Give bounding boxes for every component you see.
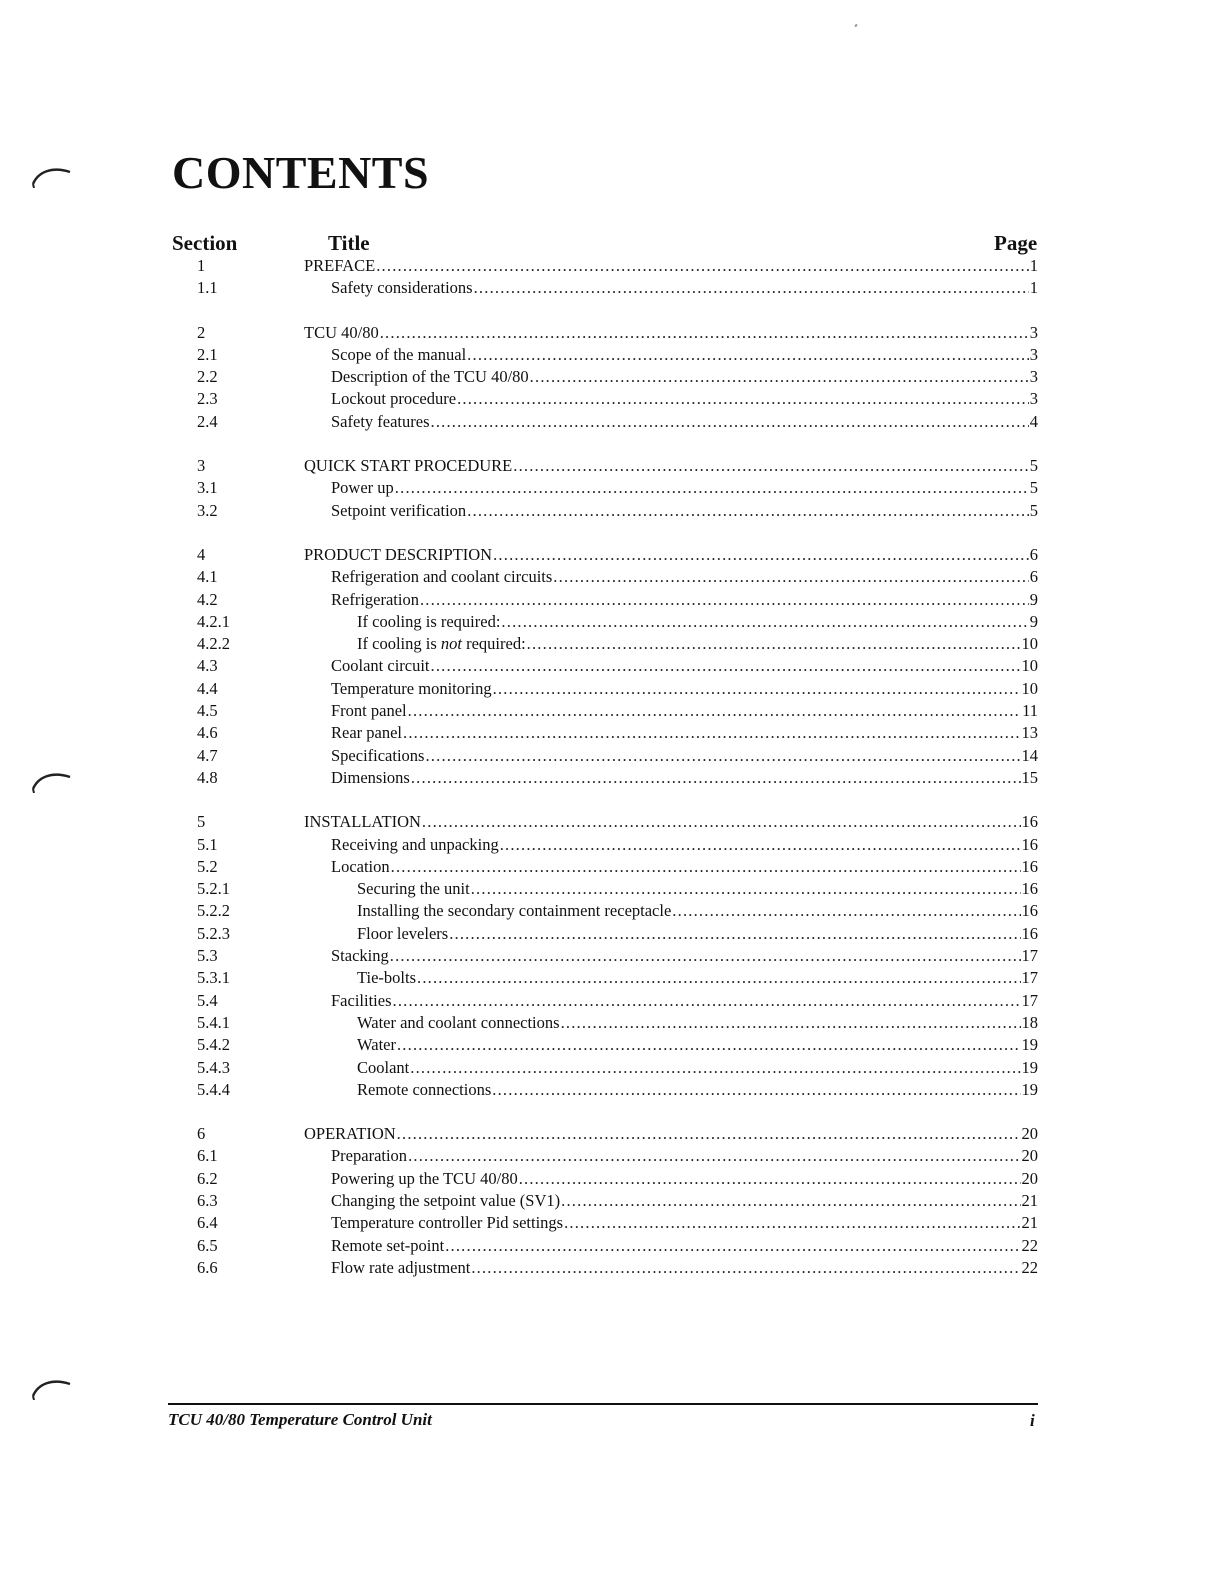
toc-dot-leader	[564, 1212, 1020, 1234]
toc-section-number: 2	[197, 322, 206, 342]
toc-title: PREFACE	[304, 256, 376, 275]
toc-entry[interactable]	[0, 633, 1221, 655]
toc-entry-line	[357, 1034, 1038, 1056]
toc-title: QUICK START PROCEDURE	[304, 456, 513, 476]
toc-entry-line	[304, 811, 1038, 833]
toc-dot-leader	[471, 1257, 1020, 1279]
toc-section-number: 3.2	[197, 500, 218, 520]
toc-title: Rear panel	[331, 723, 403, 743]
toc-page-number: 19	[1021, 1079, 1038, 1099]
toc-section-number: 2.4	[197, 411, 218, 431]
toc-entry[interactable]	[0, 388, 1221, 410]
toc-page-number: 10	[1021, 678, 1038, 698]
toc-title: Refrigeration and coolant circuits	[331, 567, 553, 587]
toc-dot-leader	[408, 700, 1021, 722]
toc-dot-leader	[493, 544, 1029, 566]
toc-entry[interactable]	[0, 411, 1221, 433]
toc-entry[interactable]	[0, 366, 1221, 388]
toc-section-number: 4.2.2	[197, 634, 230, 654]
toc-section-number: 4	[197, 544, 206, 564]
toc-title: OPERATION	[304, 1124, 396, 1144]
toc-entry[interactable]	[0, 1190, 1221, 1212]
toc-section-number: 1	[197, 256, 206, 275]
toc-section-number: 5.2.2	[197, 901, 230, 921]
column-header-page: Page	[994, 231, 1038, 255]
toc-section-number: 3.1	[197, 478, 218, 498]
toc-section-number: 5.4.3	[197, 1057, 230, 1077]
toc-dot-leader	[410, 1057, 1020, 1079]
toc-page-number: 6	[1029, 567, 1038, 587]
toc-entry[interactable]	[0, 990, 1221, 1012]
toc-title: Remote connections	[357, 1079, 492, 1099]
toc-dot-leader	[492, 1079, 1020, 1101]
toc-section-number: 5.2	[197, 856, 218, 876]
toc-dot-leader	[530, 366, 1029, 388]
toc-page-number: 17	[1021, 990, 1038, 1010]
toc-title: If cooling is not required:	[357, 634, 526, 654]
toc-section-number: 3	[197, 456, 206, 476]
toc-entry[interactable]	[0, 611, 1221, 633]
toc-page-number: 6	[1029, 544, 1038, 564]
toc-section-number: 5.4.4	[197, 1079, 230, 1099]
toc-dot-leader	[500, 834, 1021, 856]
toc-title: Power up	[331, 478, 394, 498]
toc-section-number: 5.3.1	[197, 968, 230, 988]
toc-title: Stacking	[331, 946, 389, 966]
toc-dot-leader	[561, 1190, 1020, 1212]
toc-entry[interactable]	[0, 811, 1221, 833]
toc-dot-leader	[376, 255, 1029, 277]
toc-dot-leader	[397, 1123, 1021, 1145]
toc-entry-line	[304, 544, 1038, 566]
toc-dot-leader	[467, 344, 1029, 366]
toc-page-number: 3	[1029, 322, 1038, 342]
toc-dot-leader	[493, 678, 1021, 700]
toc-page-number: 1	[1029, 278, 1038, 298]
toc-entry[interactable]	[0, 722, 1221, 744]
toc-page-number: 21	[1021, 1190, 1038, 1210]
toc-page-number: 16	[1021, 901, 1038, 921]
toc-section-number: 4.4	[197, 678, 218, 698]
toc-page-number: 13	[1021, 723, 1038, 743]
punch-hole-mark-bottom	[30, 1376, 74, 1400]
toc-entry[interactable]	[0, 1235, 1221, 1257]
toc-entry[interactable]	[0, 322, 1221, 344]
toc-entry-line	[357, 611, 1038, 633]
toc-entry[interactable]	[0, 834, 1221, 856]
toc-entry-line	[304, 455, 1038, 477]
toc-title: PRODUCT DESCRIPTION	[304, 544, 493, 564]
toc-section-number: 5.4.1	[197, 1012, 230, 1032]
toc-entry-line	[331, 1235, 1038, 1257]
toc-entry-line	[331, 1212, 1038, 1234]
toc-entry[interactable]	[0, 923, 1221, 945]
toc-page-number: 5	[1029, 478, 1038, 498]
toc-entry[interactable]	[0, 277, 1221, 299]
toc-section-number: 6.4	[197, 1213, 218, 1233]
toc-dot-leader	[397, 1034, 1021, 1056]
toc-entry[interactable]	[0, 945, 1221, 967]
toc-page-number: 19	[1021, 1057, 1038, 1077]
toc-page-number: 16	[1021, 834, 1038, 854]
toc-title: Coolant	[357, 1057, 410, 1077]
page-title: CONTENTS	[172, 147, 430, 198]
toc-entry-line	[304, 255, 1038, 277]
toc-title: Securing the unit	[357, 879, 470, 899]
toc-entry[interactable]	[0, 455, 1221, 477]
toc-section-number: 5	[197, 812, 206, 832]
toc-title: Lockout procedure	[331, 389, 457, 409]
toc-dot-leader	[431, 411, 1029, 433]
toc-entry[interactable]	[0, 1012, 1221, 1034]
toc-dot-leader	[474, 277, 1029, 299]
toc-entry[interactable]	[0, 678, 1221, 700]
toc-page-number: 9	[1029, 589, 1038, 609]
toc-entry[interactable]	[0, 1168, 1221, 1190]
toc-title: If cooling is required:	[357, 611, 501, 631]
toc-entry[interactable]	[0, 566, 1221, 588]
toc-section-number: 1.1	[197, 278, 218, 298]
toc-entry[interactable]	[0, 900, 1221, 922]
toc-dot-leader	[467, 500, 1029, 522]
toc-entry[interactable]	[0, 1079, 1221, 1101]
footer-page-number: i	[1030, 1411, 1035, 1430]
toc-page-number: 3	[1029, 344, 1038, 364]
toc-entry[interactable]	[0, 856, 1221, 878]
toc-title: Powering up the TCU 40/80	[331, 1168, 518, 1188]
toc-entry[interactable]	[0, 745, 1221, 767]
toc-entry-line	[331, 277, 1038, 299]
toc-page-number: 21	[1021, 1213, 1038, 1233]
toc-entry[interactable]	[0, 967, 1221, 989]
toc-section-number: 5.3	[197, 946, 218, 966]
toc-dot-leader	[425, 745, 1020, 767]
toc-section-number: 6.3	[197, 1190, 218, 1210]
toc-page-number: 3	[1029, 389, 1038, 409]
toc-section-number: 5.4	[197, 990, 218, 1010]
toc-section-number: 5.1	[197, 834, 218, 854]
toc-entry-line	[331, 1190, 1038, 1212]
toc-dot-leader	[380, 322, 1029, 344]
toc-entry[interactable]	[0, 700, 1221, 722]
toc-dot-leader	[417, 967, 1021, 989]
toc-dot-leader	[519, 1168, 1021, 1190]
toc-entry-line	[357, 923, 1038, 945]
footer-rule	[168, 1403, 1038, 1405]
toc-entry-line	[331, 990, 1038, 1012]
toc-page-number: 20	[1021, 1146, 1038, 1166]
toc-title: Preparation	[331, 1146, 408, 1166]
toc-title-emphasis: not	[440, 634, 462, 654]
toc-dot-leader	[391, 856, 1021, 878]
toc-title: Refrigeration	[331, 589, 419, 609]
toc-entry-line	[357, 633, 1038, 655]
toc-section-number: 4.7	[197, 745, 218, 765]
toc-entry[interactable]	[0, 767, 1221, 789]
toc-title: TCU 40/80	[304, 322, 379, 342]
toc-title: Facilities	[331, 990, 392, 1010]
toc-entry[interactable]	[0, 477, 1221, 499]
toc-entry-line	[331, 767, 1038, 789]
toc-dot-leader	[393, 990, 1021, 1012]
toc-page-number: 17	[1021, 946, 1038, 966]
table-of-contents	[0, 255, 1221, 1279]
toc-title: Safety features	[331, 411, 430, 431]
toc-title: Floor levelers	[357, 923, 449, 943]
toc-page-number: 22	[1021, 1235, 1038, 1255]
toc-entry-line	[331, 411, 1038, 433]
toc-page-number: 19	[1021, 1035, 1038, 1055]
toc-title: Changing the setpoint value (SV1)	[331, 1190, 561, 1210]
toc-entry[interactable]	[0, 1212, 1221, 1234]
toc-dot-leader	[408, 1145, 1020, 1167]
toc-dot-leader	[553, 566, 1028, 588]
toc-entry[interactable]	[0, 1145, 1221, 1167]
toc-entry[interactable]	[0, 1257, 1221, 1279]
toc-section-number: 4.2.1	[197, 611, 230, 631]
toc-page-number: 20	[1021, 1168, 1038, 1188]
toc-entry-line	[331, 477, 1038, 499]
toc-section-number: 6.6	[197, 1257, 218, 1277]
toc-entry-line	[331, 589, 1038, 611]
toc-page-number: 20	[1021, 1124, 1038, 1144]
toc-dot-leader	[411, 767, 1021, 789]
toc-entry[interactable]	[0, 1123, 1221, 1145]
toc-dot-leader	[513, 455, 1029, 477]
toc-section-number: 4.3	[197, 656, 218, 676]
toc-page-number: 18	[1021, 1012, 1038, 1032]
toc-entry[interactable]	[0, 255, 1221, 277]
toc-title: Water	[357, 1035, 396, 1055]
toc-dot-leader	[395, 477, 1029, 499]
toc-page-number: 16	[1021, 879, 1038, 899]
toc-entry-line	[331, 834, 1038, 856]
toc-title: Water and coolant connections	[357, 1012, 560, 1032]
toc-entry-line	[331, 745, 1038, 767]
toc-page-number: 10	[1021, 634, 1038, 654]
toc-entry[interactable]	[0, 344, 1221, 366]
toc-title: Remote set-point	[331, 1235, 445, 1255]
toc-entry-line	[331, 1168, 1038, 1190]
toc-dot-leader	[420, 589, 1029, 611]
toc-title: Location	[331, 856, 390, 876]
toc-page-number: 16	[1021, 812, 1038, 832]
toc-dot-leader	[422, 811, 1021, 833]
toc-entry-line	[331, 655, 1038, 677]
toc-entry-line	[331, 945, 1038, 967]
toc-entry-line	[331, 388, 1038, 410]
toc-dot-leader	[403, 722, 1020, 744]
toc-page-number: 3	[1029, 367, 1038, 387]
toc-dot-leader	[445, 1235, 1020, 1257]
toc-entry[interactable]	[0, 1057, 1221, 1079]
toc-dot-leader	[449, 923, 1020, 945]
toc-title: Temperature controller Pid settings	[331, 1213, 564, 1233]
column-header-section: Section	[172, 231, 238, 255]
toc-dot-leader	[471, 878, 1021, 900]
toc-entry-line	[331, 700, 1038, 722]
toc-page-number: 22	[1021, 1257, 1038, 1277]
toc-section-number: 6.2	[197, 1168, 218, 1188]
toc-section-number: 5.2.1	[197, 879, 230, 899]
toc-entry-line	[304, 322, 1038, 344]
toc-entry[interactable]	[0, 544, 1221, 566]
toc-entry-line	[331, 1145, 1038, 1167]
toc-page-number: 14	[1021, 745, 1038, 765]
toc-title: Flow rate adjustment	[331, 1257, 471, 1277]
toc-section-number: 2.3	[197, 389, 218, 409]
toc-dot-leader	[527, 633, 1021, 655]
toc-section-number: 4.8	[197, 767, 218, 787]
toc-dot-leader	[501, 611, 1028, 633]
toc-entry-line	[331, 566, 1038, 588]
toc-dot-leader	[457, 388, 1029, 410]
toc-section-number: 5.4.2	[197, 1035, 230, 1055]
toc-entry[interactable]	[0, 878, 1221, 900]
toc-entry-line	[331, 1257, 1038, 1279]
toc-entry-line	[331, 500, 1038, 522]
toc-entry-line	[357, 900, 1038, 922]
toc-title: Safety considerations	[331, 278, 473, 298]
toc-page-number: 4	[1029, 411, 1038, 431]
toc-title: Front panel	[331, 701, 407, 721]
toc-entry[interactable]	[0, 1034, 1221, 1056]
toc-entry-line	[331, 344, 1038, 366]
toc-section-number: 4.5	[197, 701, 218, 721]
toc-dot-leader	[561, 1012, 1021, 1034]
toc-title: Setpoint verification	[331, 500, 467, 520]
toc-entry-line	[304, 1123, 1038, 1145]
toc-title: Dimensions	[331, 767, 410, 787]
toc-dot-leader	[390, 945, 1021, 967]
toc-entry-line	[331, 856, 1038, 878]
toc-entry-line	[357, 878, 1038, 900]
toc-section-number: 4.6	[197, 723, 218, 743]
column-header-title: Title	[328, 231, 370, 255]
toc-entry-line	[357, 1057, 1038, 1079]
toc-entry-line	[357, 967, 1038, 989]
toc-entry-line	[331, 722, 1038, 744]
toc-section-number: 2.2	[197, 367, 218, 387]
toc-page-number: 10	[1021, 656, 1038, 676]
toc-dot-leader	[672, 900, 1020, 922]
toc-title: Description of the TCU 40/80	[331, 367, 529, 387]
scan-speck	[854, 24, 857, 28]
toc-title: Tie-bolts	[357, 968, 416, 988]
toc-title: Receiving and unpacking	[331, 834, 499, 854]
toc-page-number: 16	[1021, 923, 1038, 943]
punch-hole-mark-top	[30, 164, 74, 188]
toc-page-number: 5	[1029, 500, 1038, 520]
toc-section-number: 6.1	[197, 1146, 218, 1166]
footer-document-title: TCU 40/80 Temperature Control Unit	[168, 1410, 432, 1429]
toc-title: Coolant circuit	[331, 656, 430, 676]
toc-title: INSTALLATION	[304, 812, 421, 832]
toc-page-number: 5	[1029, 456, 1038, 476]
toc-page-number: 1	[1029, 256, 1038, 275]
toc-title: Installing the secondary containment receptacle	[357, 901, 672, 921]
toc-entry-line	[357, 1079, 1038, 1101]
toc-title: Temperature monitoring	[331, 678, 492, 698]
toc-entry[interactable]	[0, 589, 1221, 611]
toc-title: Scope of the manual	[331, 344, 467, 364]
toc-section-number: 2.1	[197, 344, 218, 364]
toc-section-number: 6	[197, 1124, 206, 1144]
toc-entry-line	[357, 1012, 1038, 1034]
toc-page-number: 16	[1021, 856, 1038, 876]
toc-entry-line	[331, 678, 1038, 700]
toc-entry[interactable]	[0, 500, 1221, 522]
toc-entry-line	[331, 366, 1038, 388]
toc-dot-leader	[431, 655, 1021, 677]
toc-section-number: 5.2.3	[197, 923, 230, 943]
toc-page-number: 9	[1029, 611, 1038, 631]
toc-entry[interactable]	[0, 655, 1221, 677]
toc-section-number: 4.1	[197, 567, 218, 587]
toc-page-number: 17	[1021, 968, 1038, 988]
toc-section-number: 6.5	[197, 1235, 218, 1255]
toc-page-number: 11	[1022, 701, 1038, 721]
toc-page-number: 15	[1021, 767, 1038, 787]
toc-section-number: 4.2	[197, 589, 218, 609]
toc-title: Specifications	[331, 745, 425, 765]
